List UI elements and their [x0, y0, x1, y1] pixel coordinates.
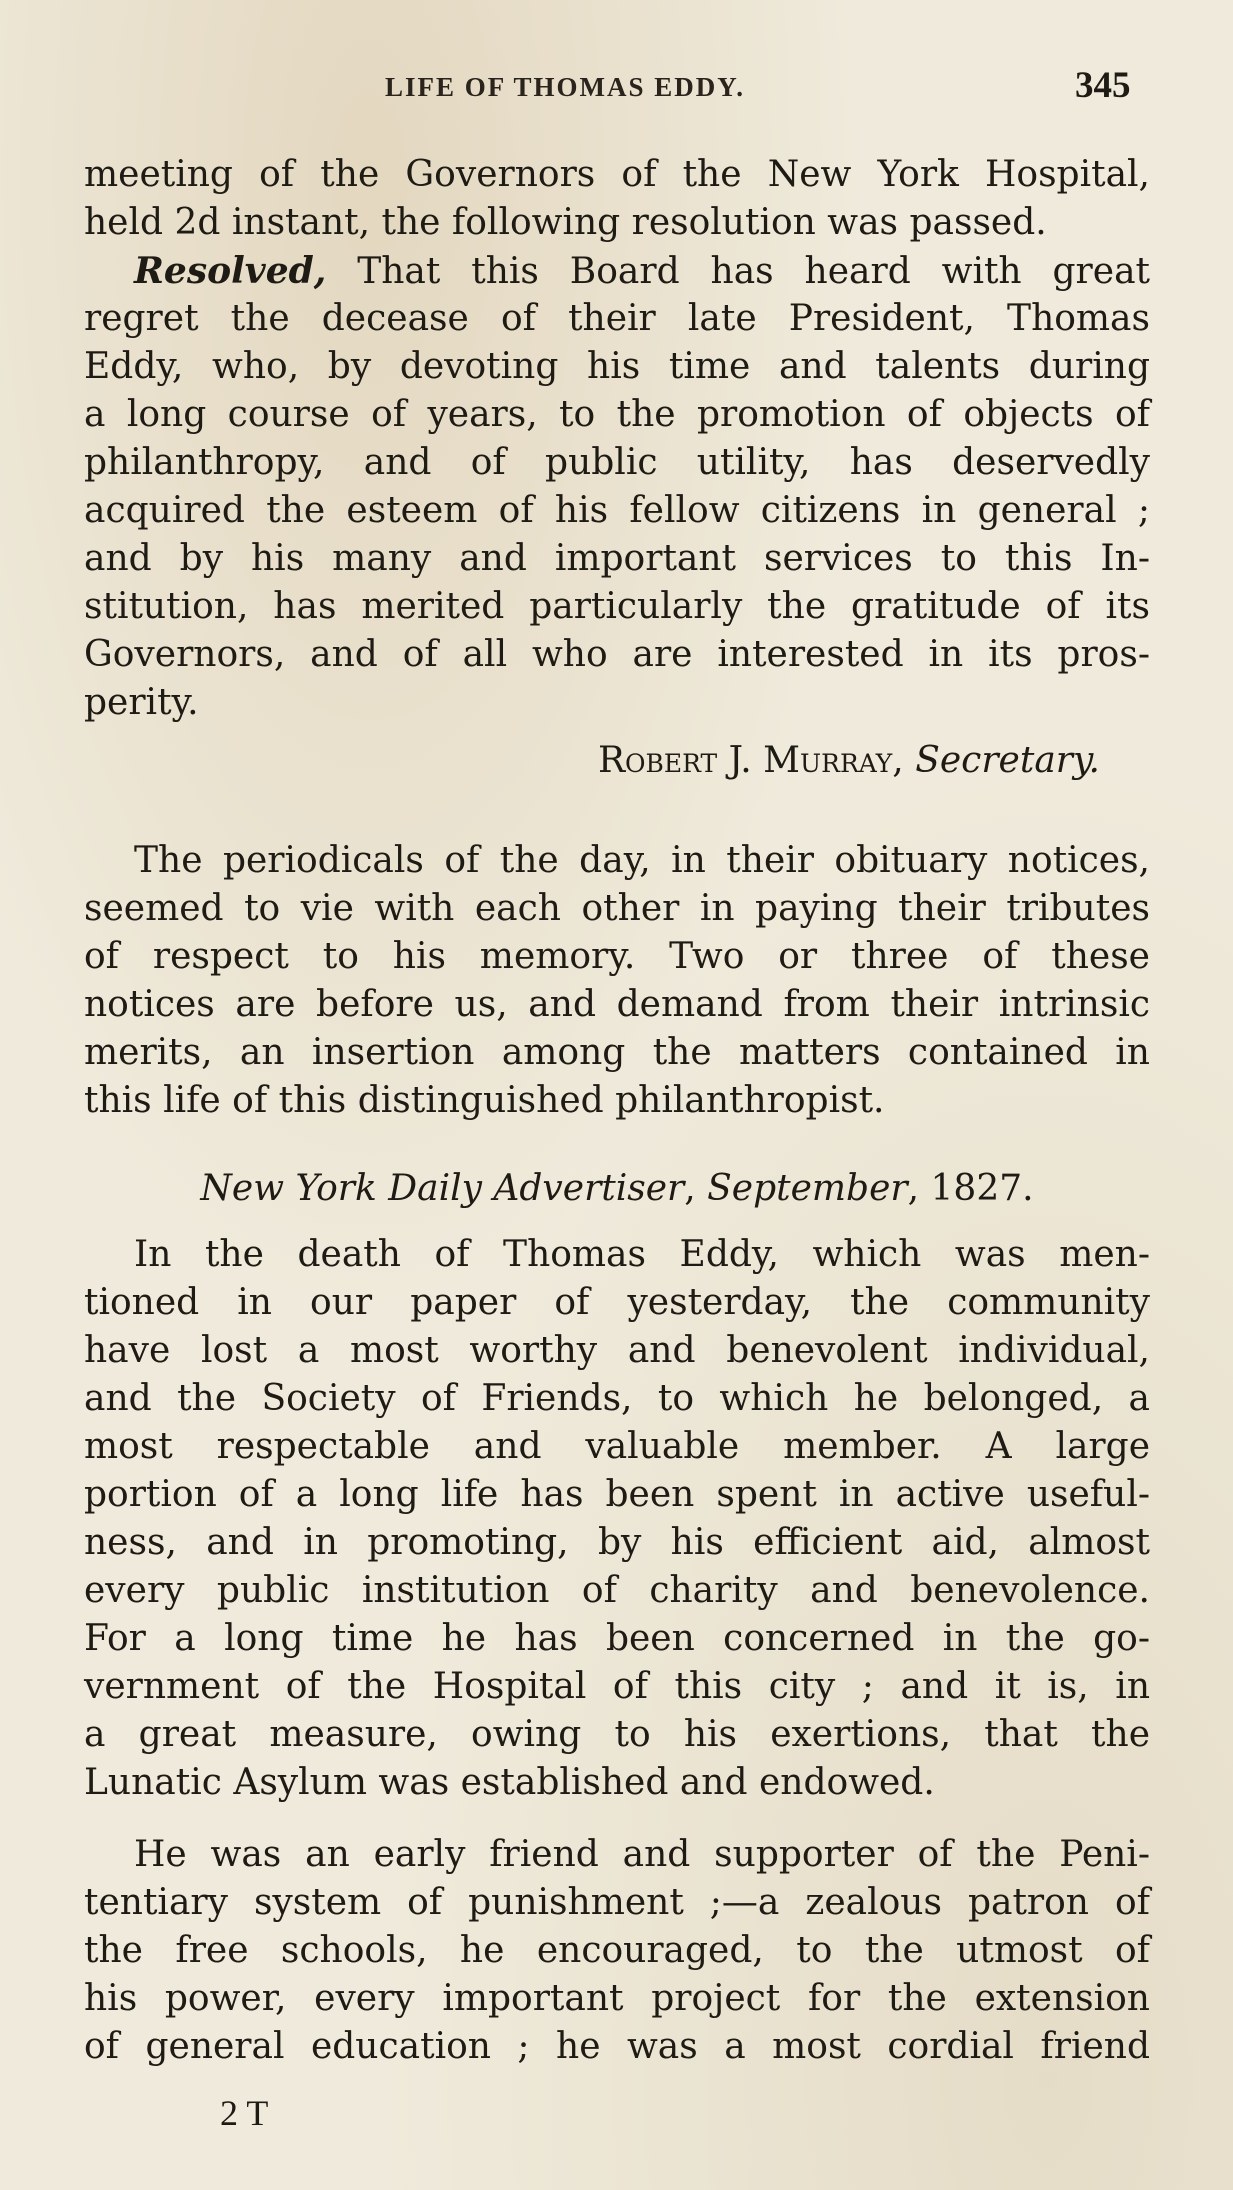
text-line: He was an early friend and supporter of the Peni- [134, 1834, 1150, 1875]
text-line: a long course of years, to the promotion of objects of [84, 394, 1150, 435]
resolution-first-line [84, 248, 1150, 295]
resolved-word: Resolved, [134, 250, 327, 292]
text-line: merits, an insertion among the matters contained in [84, 1032, 1150, 1073]
source-year: 1827. [930, 1168, 1034, 1209]
text-line: Governors, and of all who are interested in its pros- [84, 634, 1150, 675]
text-line: tentiary system of punishment ;—a zealous patron of [84, 1882, 1150, 1923]
text-line: acquired the esteem of his fellow citizens in general ; [84, 490, 1150, 531]
source-separator: , [684, 1168, 708, 1209]
article-source [84, 1168, 1150, 1209]
text-line: ness, and in promoting, by his efficient aid, almost [84, 1522, 1150, 1563]
text-line: a great measure, owing to his exertions, that the [84, 1714, 1150, 1755]
text-line: The periodicals of the day, in their obituary notices, [134, 840, 1150, 881]
running-title: LIFE OF THOMAS EDDY. [385, 72, 746, 102]
signature-mark: 2 T [220, 2093, 269, 2133]
text-line: of respect to his memory. Two or three of these [84, 936, 1150, 977]
text-line: philanthropy, and of public utility, has deservedly [84, 442, 1150, 483]
resolution-first-line-text: That this Board has heard with great [326, 251, 1150, 292]
text-line: have lost a most worthy and benevolent individual, [84, 1330, 1150, 1371]
text-line: perity. [84, 682, 199, 723]
text-line: In the death of Thomas Eddy, which was men- [134, 1234, 1150, 1275]
text-line: and the Society of Friends, to which he belonged, a [84, 1378, 1150, 1419]
source-separator: , [907, 1168, 931, 1209]
source-month: September [707, 1168, 908, 1209]
signature-title: Secretary. [903, 740, 1100, 781]
resolution-signature [500, 740, 1100, 781]
text-line: Lunatic Asylum was established and endowed. [84, 1762, 935, 1803]
source-paper: New York Daily Advertiser [200, 1168, 685, 1209]
text-line: of general education ; he was a most cordial friend [84, 2026, 1150, 2067]
text-line: stitution, has merited particularly the gratitude of its [84, 586, 1150, 627]
text-line: his power, every important project for the extension [84, 1978, 1150, 2019]
text-line: notices are before us, and demand from their intrinsic [84, 984, 1150, 1025]
text-line: held 2d instant, the following resolution was passed. [84, 202, 1047, 243]
signature-name: Robert J. Murray, [597, 740, 904, 781]
text-line: every public institution of charity and benevolence. [84, 1570, 1150, 1611]
text-line: Eddy, who, by devoting his time and talents during [84, 346, 1150, 387]
text-line: For a long time he has been concerned in the go- [84, 1618, 1150, 1659]
text-line: regret the decease of their late President, Thomas [84, 298, 1150, 339]
text-line: seemed to vie with each other in paying their tributes [84, 888, 1150, 929]
text-line: this life of this distinguished philanthropist. [84, 1080, 885, 1121]
text-line: tioned in our paper of yesterday, the community [84, 1282, 1150, 1323]
text-line: most respectable and valuable member. A large [84, 1426, 1150, 1467]
text-line: vernment of the Hospital of this city ; and it is, in [84, 1666, 1150, 1707]
text-line: portion of a long life has been spent in active useful- [84, 1474, 1150, 1515]
text-line: the free schools, he encouraged, to the utmost of [84, 1930, 1150, 1971]
page-number: 345 [1075, 65, 1131, 106]
text-line: and by his many and important services to this In- [84, 538, 1150, 579]
text-line: meeting of the Governors of the New York Hospital, [84, 154, 1150, 195]
